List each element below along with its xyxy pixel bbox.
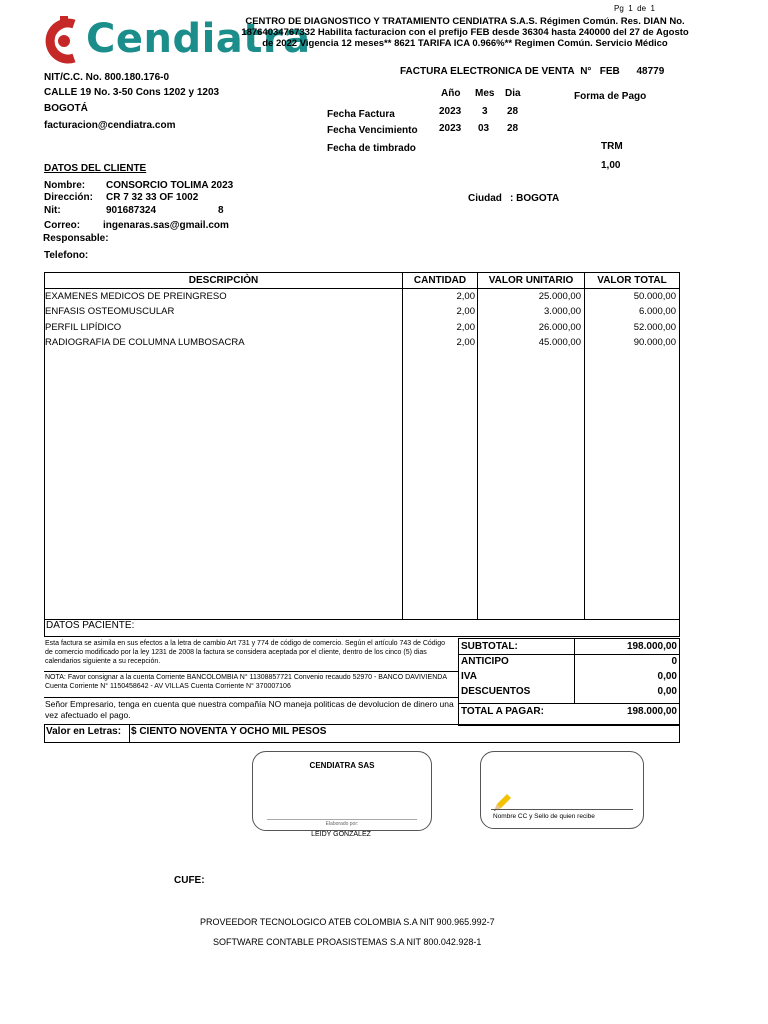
- row-unit-value: 45.000,00: [538, 337, 581, 348]
- footer-software: SOFTWARE CONTABLE PROASISTEMAS S.A NIT 800.042.928-1: [213, 937, 482, 947]
- row-description: PERFIL LIPÍDICO: [45, 322, 122, 333]
- table-row: [45, 290, 679, 305]
- row-quantity: 2,00: [456, 306, 475, 317]
- header-unit-value: VALOR UNITARIO: [488, 275, 574, 286]
- invoice-date-label: Fecha Factura: [327, 109, 395, 120]
- discounts-value: 0,00: [657, 686, 677, 697]
- invoice-title: FACTURA ELECTRONICA DE VENTA N° FEB 48779: [400, 66, 665, 77]
- iva-value: 0,00: [657, 671, 677, 682]
- legal-note: Esta factura se asimila en sus efectos a la letra de cambio Art 731 y 774 de código de comercio. Según el artículo 743 de Código de comercio modificado por la ley 1231 de 2008 la factura se considera aceptada por el cliente, dentro de los cinco (5) dias calendarios siguiente a su recepción.: [45, 640, 446, 665]
- month-label: Mes: [475, 88, 495, 99]
- totals-row-line: [459, 654, 679, 655]
- cendiatra-logo-icon: [44, 16, 84, 66]
- client-name: CONSORCIO TOLIMA 2023: [106, 180, 234, 191]
- iva-label: IVA: [461, 671, 477, 682]
- stamp-date-label: Fecha de timbrado: [327, 143, 416, 154]
- payment-method-label: Forma de Pago: [574, 91, 647, 102]
- table-row: [45, 336, 679, 351]
- items-table: [44, 272, 680, 620]
- row-quantity: 2,00: [456, 291, 475, 302]
- trm-label: TRM: [601, 141, 623, 152]
- issuer-signature-box: [252, 751, 432, 831]
- prepared-by-name: LEIDY GONZALEZ: [311, 831, 371, 838]
- header-total-value: VALOR TOTAL: [597, 275, 667, 286]
- anticipo-value: 0: [671, 656, 677, 667]
- row-unit-value: 3.000,00: [544, 306, 581, 317]
- company-logo: [44, 14, 311, 66]
- note-divider: [44, 697, 458, 698]
- anticipo-label: ANTICIPO: [461, 656, 509, 667]
- totals-divider: [574, 639, 575, 703]
- subtotal-value: 198.000,00: [626, 641, 677, 652]
- discounts-label: DESCUENTOS: [461, 686, 531, 697]
- header-quantity: CANTIDAD: [413, 275, 467, 286]
- client-name-label: Nombre:: [44, 180, 86, 191]
- row-quantity: 2,00: [456, 337, 475, 348]
- value-in-words: $ CIENTO NOVENTA Y OCHO MIL PESOS: [131, 726, 327, 737]
- client-city-label: Ciudad: [468, 193, 502, 204]
- row-total-value: 90.000,00: [633, 337, 676, 348]
- client-nit-label: Nit:: [44, 205, 61, 216]
- row-quantity: 2,00: [456, 322, 475, 333]
- row-total-value: 50.000,00: [633, 291, 676, 302]
- header-divider: [45, 288, 679, 289]
- receiver-label: Nombre CC y Sello de quien recibe: [493, 813, 595, 820]
- client-city: : BOGOTA: [510, 193, 560, 204]
- words-divider: [129, 725, 130, 742]
- table-row: [45, 321, 679, 336]
- client-address: CR 7 32 33 OF 1002: [106, 192, 199, 203]
- header-line: 18764034767332 Habilita facturacion con el prefijo FEB desde 36304 hasta 240000 del 27 de Agosto: [241, 27, 689, 38]
- company-city: BOGOTÁ: [44, 103, 88, 114]
- issuer-company: CENDIATRA SAS: [309, 761, 375, 770]
- client-nit: 901687324: [106, 205, 157, 216]
- invoice-date-year: 2023: [439, 106, 462, 117]
- note-divider: [44, 671, 458, 672]
- row-total-value: 52.000,00: [633, 322, 676, 333]
- header-description: DESCRIPCIÒN: [188, 275, 259, 286]
- signature-line: [267, 819, 417, 820]
- due-date-year: 2023: [439, 123, 462, 134]
- company-address: CALLE 19 No. 3-50 Cons 1202 y 1203: [44, 87, 220, 98]
- row-description: RADIOGRAFIA DE COLUMNA LUMBOSACRA: [45, 337, 245, 348]
- patient-data-label: DATOS PACIENTE:: [46, 620, 135, 631]
- invoice-date-day: 28: [507, 106, 519, 117]
- row-description: ENFASIS OSTEOMUSCULAR: [45, 306, 175, 317]
- total-to-pay-value: 198.000,00: [626, 706, 677, 717]
- signature-line: [491, 809, 633, 810]
- row-unit-value: 26.000,00: [538, 322, 581, 333]
- table-row: [45, 305, 679, 320]
- row-description: EXAMENES MEDICOS DE PREINGRESO: [45, 291, 227, 302]
- pencil-icon: [491, 792, 513, 814]
- logo-wordmark: Cendiatra: [86, 16, 311, 62]
- client-email-label: Correo:: [44, 220, 81, 231]
- value-in-words-label: Valor en Letras:: [46, 726, 122, 737]
- header-line: CENTRO DE DIAGNOSTICO Y TRATAMIENTO CENDIATRA S.A.S. Régimen Común. Res. DIAN No.: [245, 16, 685, 27]
- client-section-title: DATOS DEL CLIENTE: [44, 163, 147, 174]
- due-date-day: 28: [507, 123, 519, 134]
- due-date-month: 03: [478, 123, 490, 134]
- trm-value: 1,00: [601, 160, 621, 171]
- row-total-value: 6.000,00: [639, 306, 676, 317]
- row-unit-value: 25.000,00: [538, 291, 581, 302]
- page-number: Pg 1 de 1: [614, 4, 655, 13]
- company-email: facturacion@cendiatra.com: [44, 120, 176, 131]
- invoice-date-month: 3: [482, 106, 488, 117]
- returns-note: Señor Empresario, tenga en cuenta que nuestra compañía NO maneja politicas de devolucion de dinero una vez afectuado el pago.: [45, 699, 454, 720]
- value-in-words-row: [44, 724, 680, 743]
- total-to-pay-label: TOTAL A PAGAR:: [461, 706, 544, 717]
- totals-row-line: [459, 703, 679, 704]
- client-responsible-label: Responsable:: [43, 233, 109, 244]
- due-date-label: Fecha Vencimiento: [327, 125, 418, 136]
- client-phone-label: Telefono:: [44, 250, 89, 261]
- prepared-by-label: Elaborado por:: [325, 821, 359, 827]
- day-label: Dia: [505, 88, 521, 99]
- company-header: [240, 16, 690, 49]
- bank-note: NOTA: Favor consignar a la cuenta Corriente BANCOLOMBIA N° 11308857721 Convenio recaudo 52970 - BANCO DAVIVIENDA Cuenta Corriente N° 1150458642 - AV VILLAS Cuenta Corriente N° 370007106: [45, 674, 447, 690]
- client-email: ingenaras.sas@gmail.com: [103, 220, 229, 231]
- subtotal-label: SUBTOTAL:: [461, 641, 518, 652]
- patient-data-row: [44, 618, 680, 637]
- totals-box: [458, 638, 680, 726]
- client-address-label: Dirección:: [44, 192, 93, 203]
- company-nit: NIT/C.C. No. 800.180.176-0: [44, 72, 170, 83]
- cufe-label: CUFE:: [174, 875, 205, 886]
- client-nit-dv: 8: [218, 205, 224, 216]
- footer-provider: PROVEEDOR TECNOLOGICO ATEB COLOMBIA S.A NIT 900.965.992-7: [200, 917, 495, 927]
- header-line: de 2022 Vigencia 12 meses** 8621 TARIFA ICA 0.966%** Regimen Común. Servicio Médico: [262, 38, 668, 49]
- year-label: Año: [441, 88, 461, 99]
- receiver-signature-box: [480, 751, 644, 829]
